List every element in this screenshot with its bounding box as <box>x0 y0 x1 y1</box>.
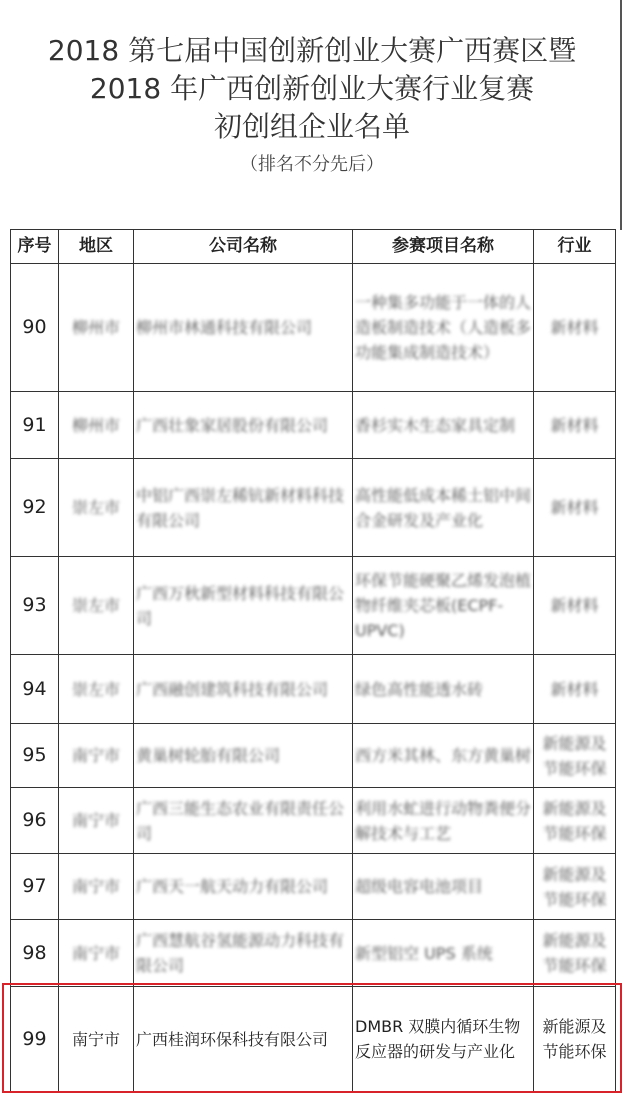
cell-industry: 新材料 <box>534 655 616 724</box>
cell-region: 柳州市 <box>59 264 134 392</box>
table-row <box>11 557 616 655</box>
cell-industry: 新能源及节能环保 <box>534 854 616 920</box>
cell-project: 绿色高性能透水砖 <box>353 655 534 724</box>
cell-company: 广西桂润环保科技有限公司 <box>134 987 353 1092</box>
cell-no: 97 <box>11 854 59 920</box>
cell-company: 黄巢树轮胎有限公司 <box>134 724 353 788</box>
table-row <box>11 392 616 459</box>
cell-no: 91 <box>11 392 59 459</box>
title-line-2: 2018 年广西创新创业大赛行业复赛 <box>89 72 535 105</box>
table-row <box>11 264 616 392</box>
cell-project: 环保节能硬聚乙烯发泡植物纤维夹芯板(ECPF-UPVC) <box>353 557 534 655</box>
cell-region: 南宁市 <box>59 987 134 1092</box>
header-region: 地区 <box>59 230 134 264</box>
title-line-3: 初创组企业名单 <box>213 110 410 143</box>
table-row <box>11 655 616 724</box>
subtitle: （排名不分先后） <box>240 154 384 175</box>
cell-industry: 新能源及节能环保 <box>534 987 616 1092</box>
cell-company: 广西慧航谷氢能源动力科技有限公司 <box>134 920 353 987</box>
table-row <box>11 854 616 920</box>
cell-industry: 新材料 <box>534 459 616 557</box>
header-project: 参赛项目名称 <box>353 230 534 264</box>
cell-project: 超级电容电池项目 <box>353 854 534 920</box>
cell-region: 崇左市 <box>59 459 134 557</box>
cell-industry: 新材料 <box>534 392 616 459</box>
cell-industry: 新材料 <box>534 557 616 655</box>
cell-project: 利用水虻进行动物粪便分解技术与工艺 <box>353 788 534 854</box>
cell-no: 96 <box>11 788 59 854</box>
cell-project: 新型铝空 UPS 系统 <box>353 920 534 987</box>
cell-no: 95 <box>11 724 59 788</box>
header-no: 序号 <box>11 230 59 264</box>
cell-industry: 新材料 <box>534 264 616 392</box>
cell-project: 西方米其林、东方黄巢树 <box>353 724 534 788</box>
table-header <box>11 230 616 264</box>
cell-no: 90 <box>11 264 59 392</box>
table-row <box>11 459 616 557</box>
cell-region: 南宁市 <box>59 920 134 987</box>
cell-project: 高性能低成本稀土铝中间合金研发及产业化 <box>353 459 534 557</box>
cell-project: DMBR 双膜内循环生物反应器的研发与产业化 <box>353 987 534 1092</box>
company-table <box>10 229 616 1092</box>
cell-company: 柳州市林通科技有限公司 <box>134 264 353 392</box>
cell-no: 98 <box>11 920 59 987</box>
cell-no: 94 <box>11 655 59 724</box>
cell-no: 93 <box>11 557 59 655</box>
cell-company: 广西融创建筑科技有限公司 <box>134 655 353 724</box>
cell-company: 广西壮象家居股份有限公司 <box>134 392 353 459</box>
cell-region: 崇左市 <box>59 655 134 724</box>
divider <box>620 0 622 230</box>
title-line-1: 2018 第七届中国创新创业大赛广西赛区暨 <box>47 34 577 67</box>
header-company: 公司名称 <box>134 230 353 264</box>
table-row <box>11 788 616 854</box>
cell-company: 广西万秋新型材料科技有限公司 <box>134 557 353 655</box>
cell-company: 广西三能生态农业有限责任公司 <box>134 788 353 854</box>
cell-industry: 新能源及节能环保 <box>534 788 616 854</box>
header-industry: 行业 <box>534 230 616 264</box>
cell-company: 中铝广西崇左稀钪新材料科技有限公司 <box>134 459 353 557</box>
cell-company: 广西天一航天动力有限公司 <box>134 854 353 920</box>
cell-industry: 新能源及节能环保 <box>534 920 616 987</box>
cell-industry: 新能源及节能环保 <box>534 724 616 788</box>
cell-region: 柳州市 <box>59 392 134 459</box>
table-row <box>11 724 616 788</box>
cell-region: 南宁市 <box>59 854 134 920</box>
cell-region: 南宁市 <box>59 788 134 854</box>
cell-region: 南宁市 <box>59 724 134 788</box>
table-row <box>11 920 616 987</box>
cell-project: 一种集多功能于一体的人造板制造技术（人造板多功能集成制造技术） <box>353 264 534 392</box>
cell-no: 92 <box>11 459 59 557</box>
cell-project: 香杉实木生态家具定制 <box>353 392 534 459</box>
cell-no: 99 <box>11 987 59 1092</box>
cell-region: 崇左市 <box>59 557 134 655</box>
table-row <box>11 987 616 1092</box>
